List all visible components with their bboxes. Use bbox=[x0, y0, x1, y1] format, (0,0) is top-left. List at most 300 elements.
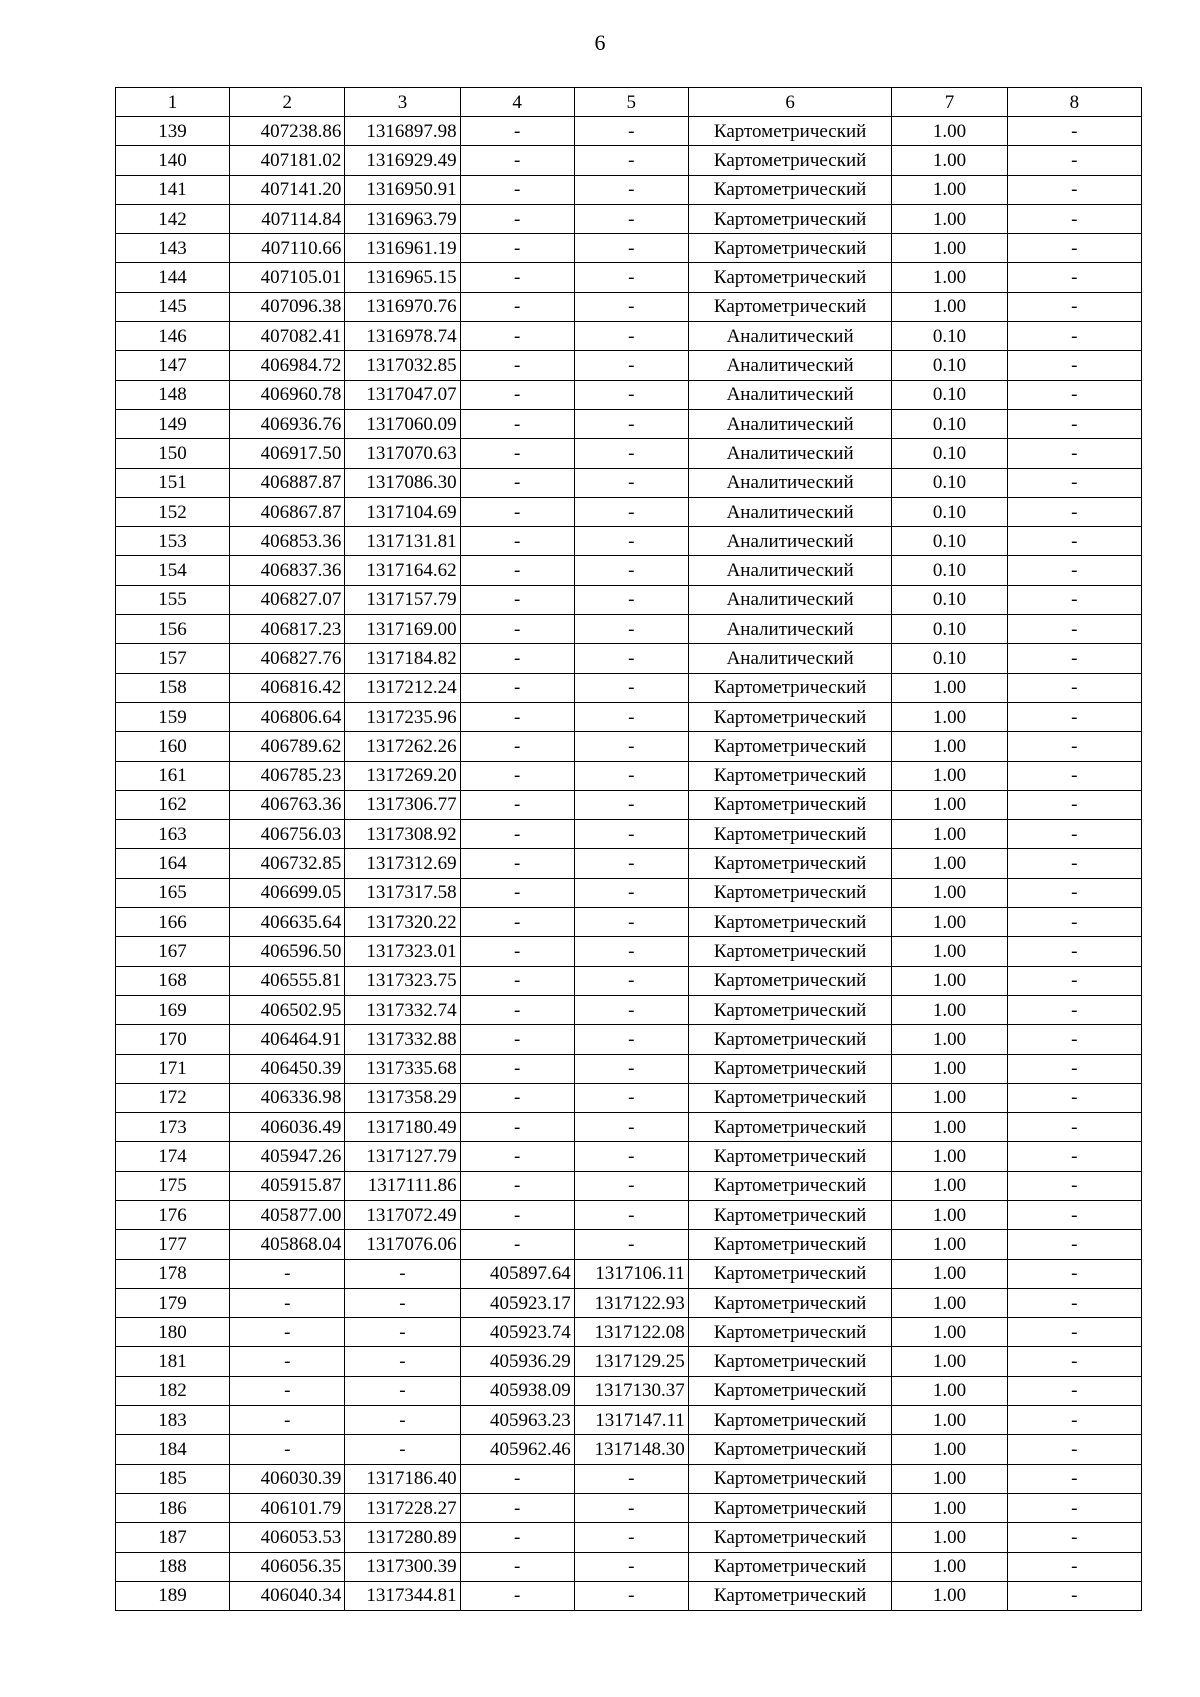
table-cell: - bbox=[230, 1435, 345, 1464]
table-cell: - bbox=[574, 732, 688, 761]
table-cell: - bbox=[1007, 702, 1141, 731]
table-cell: 1317129.25 bbox=[574, 1347, 688, 1376]
table-cell: 155 bbox=[116, 585, 230, 614]
table-cell: 407096.38 bbox=[230, 292, 345, 321]
table-cell: Картометрический bbox=[688, 966, 892, 995]
column-header: 3 bbox=[345, 88, 460, 117]
table-cell: - bbox=[1007, 1230, 1141, 1259]
table-cell: 1.00 bbox=[892, 1318, 1007, 1347]
table-cell: - bbox=[1007, 732, 1141, 761]
table-cell: 148 bbox=[116, 380, 230, 409]
table-cell: 0.10 bbox=[892, 380, 1007, 409]
table-cell: 406450.39 bbox=[230, 1054, 345, 1083]
table-cell: 1.00 bbox=[892, 1406, 1007, 1435]
table-row bbox=[116, 966, 1142, 995]
table-row bbox=[116, 908, 1142, 937]
table-cell: 154 bbox=[116, 556, 230, 585]
table-cell: - bbox=[1007, 1200, 1141, 1229]
column-header: 2 bbox=[230, 88, 345, 117]
table-row bbox=[116, 761, 1142, 790]
table-row bbox=[116, 1347, 1142, 1376]
table-cell: - bbox=[460, 292, 574, 321]
table-cell: - bbox=[460, 175, 574, 204]
table-row bbox=[116, 702, 1142, 731]
table-cell: 407238.86 bbox=[230, 117, 345, 146]
table-cell: 407110.66 bbox=[230, 234, 345, 263]
table-cell: 407114.84 bbox=[230, 204, 345, 233]
table-cell: 1.00 bbox=[892, 1142, 1007, 1171]
table-cell: - bbox=[574, 615, 688, 644]
table-cell: 0.10 bbox=[892, 439, 1007, 468]
table-cell: - bbox=[460, 1552, 574, 1581]
table-cell: 185 bbox=[116, 1464, 230, 1493]
table-cell: 1317127.79 bbox=[345, 1142, 460, 1171]
table-cell: Картометрический bbox=[688, 1581, 892, 1610]
table-cell: 142 bbox=[116, 204, 230, 233]
table-cell: Аналитический bbox=[688, 322, 892, 351]
table-cell: 1.00 bbox=[892, 1259, 1007, 1288]
table-cell: Картометрический bbox=[688, 1464, 892, 1493]
table-cell: 168 bbox=[116, 966, 230, 995]
table-cell: 1317164.62 bbox=[345, 556, 460, 585]
table-cell: - bbox=[574, 175, 688, 204]
table-cell: - bbox=[574, 1552, 688, 1581]
table-row bbox=[116, 1142, 1142, 1171]
table-cell: - bbox=[460, 790, 574, 819]
table-cell: 405923.17 bbox=[460, 1288, 574, 1317]
table-cell: - bbox=[1007, 292, 1141, 321]
table-cell: 1317306.77 bbox=[345, 790, 460, 819]
table-cell: 405963.23 bbox=[460, 1406, 574, 1435]
table-cell: 0.10 bbox=[892, 644, 1007, 673]
table-row bbox=[116, 1025, 1142, 1054]
table-row bbox=[116, 204, 1142, 233]
table-cell: - bbox=[574, 1464, 688, 1493]
table-cell: 1316897.98 bbox=[345, 117, 460, 146]
table-cell: 406635.64 bbox=[230, 908, 345, 937]
table-row bbox=[116, 615, 1142, 644]
table-row bbox=[116, 1200, 1142, 1229]
table-cell: - bbox=[574, 761, 688, 790]
table-cell: Картометрический bbox=[688, 1288, 892, 1317]
table-cell: - bbox=[574, 878, 688, 907]
table-row bbox=[116, 732, 1142, 761]
table-cell: - bbox=[574, 644, 688, 673]
table-cell: 165 bbox=[116, 878, 230, 907]
table-cell: Аналитический bbox=[688, 615, 892, 644]
table-cell: 406756.03 bbox=[230, 820, 345, 849]
table-cell: 1.00 bbox=[892, 1054, 1007, 1083]
table-row bbox=[116, 1083, 1142, 1112]
table-cell: 1.00 bbox=[892, 937, 1007, 966]
table-cell: Картометрический bbox=[688, 117, 892, 146]
table-row bbox=[116, 409, 1142, 438]
table-row bbox=[116, 1406, 1142, 1435]
table-cell: 1316961.19 bbox=[345, 234, 460, 263]
table-cell: - bbox=[460, 1142, 574, 1171]
table-cell: 407141.20 bbox=[230, 175, 345, 204]
table-cell: - bbox=[1007, 1376, 1141, 1405]
table-cell: - bbox=[574, 790, 688, 819]
table-row bbox=[116, 1259, 1142, 1288]
table-cell: - bbox=[460, 1523, 574, 1552]
table-cell: 406464.91 bbox=[230, 1025, 345, 1054]
table-cell: - bbox=[1007, 468, 1141, 497]
table-cell: 156 bbox=[116, 615, 230, 644]
table-cell: - bbox=[460, 1113, 574, 1142]
table-cell: - bbox=[460, 263, 574, 292]
coordinates-table bbox=[115, 87, 1142, 1611]
table-cell: - bbox=[1007, 175, 1141, 204]
table-row bbox=[116, 292, 1142, 321]
table-cell: 406053.53 bbox=[230, 1523, 345, 1552]
table-cell: - bbox=[574, 1054, 688, 1083]
table-cell: - bbox=[1007, 1259, 1141, 1288]
table-cell: 173 bbox=[116, 1113, 230, 1142]
table-cell: - bbox=[574, 263, 688, 292]
table-cell: 1317086.30 bbox=[345, 468, 460, 497]
table-cell: 1.00 bbox=[892, 1493, 1007, 1522]
table-cell: 1.00 bbox=[892, 234, 1007, 263]
table-cell: 406596.50 bbox=[230, 937, 345, 966]
table-cell: 1.00 bbox=[892, 1171, 1007, 1200]
table-cell: - bbox=[460, 820, 574, 849]
table-cell: Картометрический bbox=[688, 1318, 892, 1347]
table-cell: - bbox=[574, 1493, 688, 1522]
table-cell: - bbox=[574, 117, 688, 146]
table-row bbox=[116, 351, 1142, 380]
table-cell: - bbox=[460, 878, 574, 907]
table-row bbox=[116, 1552, 1142, 1581]
table-cell: 406555.81 bbox=[230, 966, 345, 995]
table-row bbox=[116, 146, 1142, 175]
table-cell: 0.10 bbox=[892, 556, 1007, 585]
table-cell: - bbox=[574, 380, 688, 409]
table-cell: 1317332.74 bbox=[345, 995, 460, 1024]
table-cell: 179 bbox=[116, 1288, 230, 1317]
table-cell: Картометрический bbox=[688, 820, 892, 849]
table-cell: Картометрический bbox=[688, 1200, 892, 1229]
table-row bbox=[116, 439, 1142, 468]
table-cell: - bbox=[574, 234, 688, 263]
table-cell: 1.00 bbox=[892, 1435, 1007, 1464]
table-cell: 406960.78 bbox=[230, 380, 345, 409]
table-cell: Аналитический bbox=[688, 497, 892, 526]
table-cell: 183 bbox=[116, 1406, 230, 1435]
table-cell: - bbox=[574, 585, 688, 614]
table-cell: 406789.62 bbox=[230, 732, 345, 761]
table-cell: - bbox=[460, 322, 574, 351]
table-cell: - bbox=[574, 702, 688, 731]
table-cell: 1317157.79 bbox=[345, 585, 460, 614]
table-cell: 159 bbox=[116, 702, 230, 731]
table-cell: Картометрический bbox=[688, 1142, 892, 1171]
column-header: 1 bbox=[116, 88, 230, 117]
table-cell: - bbox=[230, 1288, 345, 1317]
table-row bbox=[116, 117, 1142, 146]
table-cell: - bbox=[1007, 117, 1141, 146]
table-cell: - bbox=[460, 1464, 574, 1493]
table-cell: Картометрический bbox=[688, 673, 892, 702]
table-cell: - bbox=[1007, 234, 1141, 263]
table-cell: - bbox=[1007, 849, 1141, 878]
table-cell: 407181.02 bbox=[230, 146, 345, 175]
table-cell: 149 bbox=[116, 409, 230, 438]
table-cell: 1317344.81 bbox=[345, 1581, 460, 1610]
table-row bbox=[116, 820, 1142, 849]
table-cell: 1316929.49 bbox=[345, 146, 460, 175]
table-cell: Картометрический bbox=[688, 908, 892, 937]
table-cell: - bbox=[460, 966, 574, 995]
table-cell: 150 bbox=[116, 439, 230, 468]
table-cell: - bbox=[574, 146, 688, 175]
table-cell: 1.00 bbox=[892, 1113, 1007, 1142]
table-cell: 1316970.76 bbox=[345, 292, 460, 321]
table-cell: Картометрический bbox=[688, 995, 892, 1024]
table-row bbox=[116, 644, 1142, 673]
table-cell: 406036.49 bbox=[230, 1113, 345, 1142]
table-cell: - bbox=[574, 1113, 688, 1142]
table-cell: 187 bbox=[116, 1523, 230, 1552]
table-cell: 0.10 bbox=[892, 468, 1007, 497]
table-cell: - bbox=[1007, 1581, 1141, 1610]
table-cell: 406699.05 bbox=[230, 878, 345, 907]
table-cell: - bbox=[574, 820, 688, 849]
table-cell: - bbox=[460, 849, 574, 878]
table-cell: - bbox=[574, 1200, 688, 1229]
table-cell: - bbox=[230, 1406, 345, 1435]
table-cell: 1317104.69 bbox=[345, 497, 460, 526]
table-cell: Картометрический bbox=[688, 292, 892, 321]
table-cell: 1.00 bbox=[892, 761, 1007, 790]
column-header: 6 bbox=[688, 88, 892, 117]
table-cell: Картометрический bbox=[688, 1259, 892, 1288]
table-row bbox=[116, 556, 1142, 585]
table-cell: 1317147.11 bbox=[574, 1406, 688, 1435]
table-cell: - bbox=[460, 409, 574, 438]
table-cell: - bbox=[1007, 1288, 1141, 1317]
table-row bbox=[116, 1581, 1142, 1610]
table-cell: 1.00 bbox=[892, 1376, 1007, 1405]
table-cell: - bbox=[460, 204, 574, 233]
table-cell: 1317323.75 bbox=[345, 966, 460, 995]
table-cell: - bbox=[1007, 1054, 1141, 1083]
table-cell: 147 bbox=[116, 351, 230, 380]
table-row bbox=[116, 790, 1142, 819]
table-cell: 167 bbox=[116, 937, 230, 966]
table-cell: - bbox=[574, 995, 688, 1024]
table-cell: 169 bbox=[116, 995, 230, 1024]
table-cell: 1.00 bbox=[892, 1200, 1007, 1229]
table-cell: - bbox=[1007, 908, 1141, 937]
table-cell: - bbox=[574, 937, 688, 966]
table-cell: 162 bbox=[116, 790, 230, 819]
table-cell: - bbox=[1007, 937, 1141, 966]
table-cell: - bbox=[460, 644, 574, 673]
table-cell: - bbox=[460, 351, 574, 380]
table-cell: - bbox=[460, 234, 574, 263]
table-cell: 163 bbox=[116, 820, 230, 849]
table-cell: 406732.85 bbox=[230, 849, 345, 878]
table-cell: 1.00 bbox=[892, 204, 1007, 233]
table-cell: 1317320.22 bbox=[345, 908, 460, 937]
table-cell: - bbox=[230, 1376, 345, 1405]
table-cell: - bbox=[1007, 204, 1141, 233]
table-cell: - bbox=[1007, 1523, 1141, 1552]
table-cell: - bbox=[345, 1406, 460, 1435]
table-cell: Картометрический bbox=[688, 1406, 892, 1435]
table-cell: - bbox=[574, 966, 688, 995]
table-cell: 153 bbox=[116, 527, 230, 556]
table-cell: 1317047.07 bbox=[345, 380, 460, 409]
table-cell: 1317180.49 bbox=[345, 1113, 460, 1142]
table-cell: 1.00 bbox=[892, 820, 1007, 849]
table-header-row bbox=[116, 88, 1142, 117]
table-body bbox=[116, 117, 1142, 1611]
table-cell: 1316950.91 bbox=[345, 175, 460, 204]
table-cell: 1.00 bbox=[892, 1083, 1007, 1112]
table-cell: - bbox=[1007, 1113, 1141, 1142]
table-cell: Картометрический bbox=[688, 146, 892, 175]
table-cell: Картометрический bbox=[688, 1347, 892, 1376]
table-row bbox=[116, 1054, 1142, 1083]
table-cell: - bbox=[1007, 409, 1141, 438]
table-cell: Аналитический bbox=[688, 351, 892, 380]
table-cell: 160 bbox=[116, 732, 230, 761]
table-cell: Картометрический bbox=[688, 1435, 892, 1464]
table-cell: Аналитический bbox=[688, 380, 892, 409]
table-cell: - bbox=[460, 615, 574, 644]
table-cell: - bbox=[460, 673, 574, 702]
table-row bbox=[116, 234, 1142, 263]
table-cell: 406887.87 bbox=[230, 468, 345, 497]
table-cell: 406502.95 bbox=[230, 995, 345, 1024]
table-cell: - bbox=[460, 732, 574, 761]
table-cell: 407105.01 bbox=[230, 263, 345, 292]
table-cell: Картометрический bbox=[688, 175, 892, 204]
table-cell: Картометрический bbox=[688, 761, 892, 790]
table-row bbox=[116, 1113, 1142, 1142]
table-cell: 405938.09 bbox=[460, 1376, 574, 1405]
table-cell: - bbox=[460, 937, 574, 966]
table-cell: - bbox=[230, 1259, 345, 1288]
table-row bbox=[116, 1435, 1142, 1464]
table-cell: 1.00 bbox=[892, 849, 1007, 878]
table-cell: Картометрический bbox=[688, 790, 892, 819]
table-cell: Аналитический bbox=[688, 556, 892, 585]
table-cell: - bbox=[1007, 351, 1141, 380]
table-cell: - bbox=[1007, 615, 1141, 644]
table-cell: - bbox=[460, 1171, 574, 1200]
table-cell: Картометрический bbox=[688, 1025, 892, 1054]
table-cell: - bbox=[574, 1083, 688, 1112]
table-cell: 405923.74 bbox=[460, 1318, 574, 1347]
table-cell: Аналитический bbox=[688, 527, 892, 556]
table-cell: - bbox=[460, 1493, 574, 1522]
table-cell: - bbox=[1007, 966, 1141, 995]
table-cell: Картометрический bbox=[688, 1230, 892, 1259]
table-cell: - bbox=[460, 761, 574, 790]
table-cell: 1316978.74 bbox=[345, 322, 460, 351]
table-row bbox=[116, 497, 1142, 526]
table-cell: - bbox=[345, 1376, 460, 1405]
table-cell: 1317332.88 bbox=[345, 1025, 460, 1054]
table-cell: Картометрический bbox=[688, 234, 892, 263]
table-cell: 151 bbox=[116, 468, 230, 497]
table-cell: 0.10 bbox=[892, 497, 1007, 526]
table-cell: - bbox=[460, 1025, 574, 1054]
table-cell: 1.00 bbox=[892, 966, 1007, 995]
table-cell: - bbox=[230, 1347, 345, 1376]
table-cell: 157 bbox=[116, 644, 230, 673]
table-cell: Картометрический bbox=[688, 1054, 892, 1083]
table-cell: 145 bbox=[116, 292, 230, 321]
table-row bbox=[116, 937, 1142, 966]
table-cell: 1317060.09 bbox=[345, 409, 460, 438]
table-cell: 406056.35 bbox=[230, 1552, 345, 1581]
table-cell: Картометрический bbox=[688, 1523, 892, 1552]
table-cell: - bbox=[1007, 527, 1141, 556]
table-cell: 141 bbox=[116, 175, 230, 204]
table-cell: 1.00 bbox=[892, 790, 1007, 819]
table-cell: Картометрический bbox=[688, 702, 892, 731]
table-cell: 407082.41 bbox=[230, 322, 345, 351]
table-row bbox=[116, 322, 1142, 351]
table-cell: - bbox=[574, 849, 688, 878]
table-cell: 177 bbox=[116, 1230, 230, 1259]
table-cell: 175 bbox=[116, 1171, 230, 1200]
table-cell: Картометрический bbox=[688, 1552, 892, 1581]
table-cell: 0.10 bbox=[892, 585, 1007, 614]
table-cell: Аналитический bbox=[688, 644, 892, 673]
table-cell: Картометрический bbox=[688, 1083, 892, 1112]
table-cell: 406827.76 bbox=[230, 644, 345, 673]
table-cell: 1.00 bbox=[892, 878, 1007, 907]
table-cell: - bbox=[574, 556, 688, 585]
table-cell: Аналитический bbox=[688, 468, 892, 497]
table-cell: 1.00 bbox=[892, 1464, 1007, 1493]
table-cell: - bbox=[460, 1083, 574, 1112]
table-cell: 1.00 bbox=[892, 908, 1007, 937]
table-cell: - bbox=[460, 1230, 574, 1259]
table-cell: - bbox=[345, 1259, 460, 1288]
page-number: 6 bbox=[594, 30, 606, 55]
table-row bbox=[116, 1376, 1142, 1405]
table-cell: - bbox=[460, 908, 574, 937]
table-cell: 1317280.89 bbox=[345, 1523, 460, 1552]
table-cell: - bbox=[574, 204, 688, 233]
table-cell: 1317122.93 bbox=[574, 1288, 688, 1317]
table-cell: - bbox=[460, 117, 574, 146]
table-row bbox=[116, 1171, 1142, 1200]
table-cell: 1.00 bbox=[892, 292, 1007, 321]
table-cell: 0.10 bbox=[892, 409, 1007, 438]
table-cell: 406827.07 bbox=[230, 585, 345, 614]
table-cell: - bbox=[574, 527, 688, 556]
table-cell: - bbox=[1007, 146, 1141, 175]
table-cell: 406101.79 bbox=[230, 1493, 345, 1522]
table-cell: 140 bbox=[116, 146, 230, 175]
table-cell: - bbox=[345, 1347, 460, 1376]
table-cell: - bbox=[1007, 1142, 1141, 1171]
table-cell: Картометрический bbox=[688, 878, 892, 907]
table-cell: 1317169.00 bbox=[345, 615, 460, 644]
table-cell: - bbox=[1007, 1171, 1141, 1200]
table-cell: 174 bbox=[116, 1142, 230, 1171]
table-cell: 1317072.49 bbox=[345, 1200, 460, 1229]
table-cell: 405915.87 bbox=[230, 1171, 345, 1200]
table-cell: - bbox=[1007, 878, 1141, 907]
